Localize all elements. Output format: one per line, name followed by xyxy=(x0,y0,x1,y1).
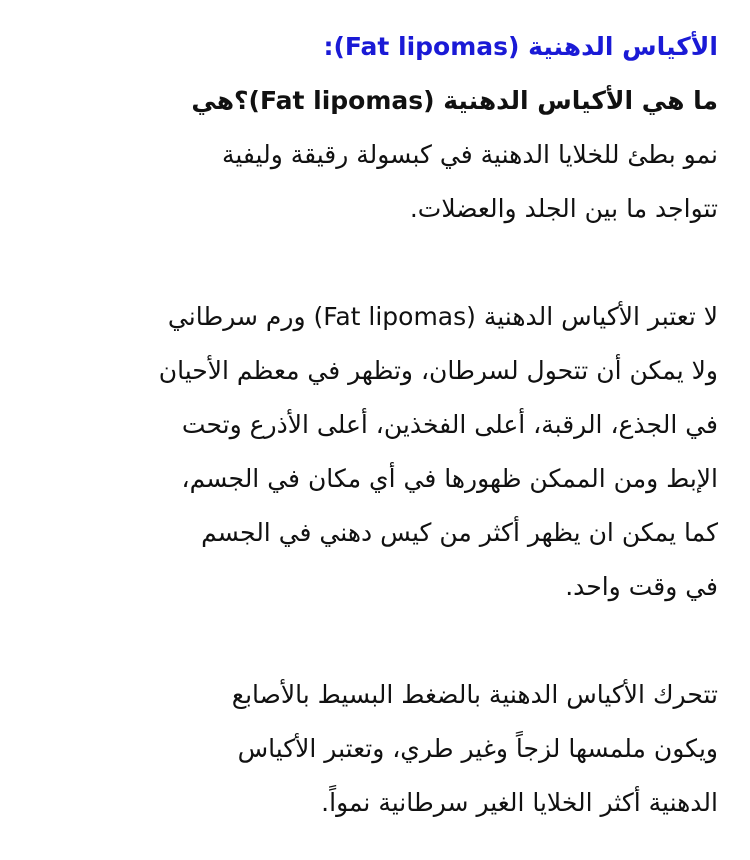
paragraph-line: ويكون ملمسها لزجاً وغير طري، وتعتبر الأكياس xyxy=(237,734,718,763)
article xyxy=(28,20,718,830)
section-heading: الأكياس الدهنية (Fat lipomas): xyxy=(323,32,718,61)
paragraph-texture xyxy=(28,668,718,830)
paragraph-spacer xyxy=(28,236,718,290)
paragraph-line: تتواجد ما بين الجلد والعضلات. xyxy=(409,194,718,223)
question-heading: ما هي الأكياس الدهنية (Fat lipomas)؟هي xyxy=(191,86,718,115)
paragraph-line: لا تعتبر الأكياس الدهنية (Fat lipomas) ورم سرطاني xyxy=(167,302,718,331)
paragraph-line: تتحرك الأكياس الدهنية بالضغط البسيط بالأصابع xyxy=(231,680,718,709)
paragraph-line: الدهنية أكثر الخلايا الغير سرطانية نمواً. xyxy=(321,788,718,817)
paragraph-locations xyxy=(28,290,718,614)
paragraph-line: ولا يمكن أن تتحول لسرطان، وتظهر في معظم الأحيان xyxy=(158,356,718,385)
paragraph-line: في وقت واحد. xyxy=(565,572,718,601)
paragraph-line: الإبط ومن الممكن ظهورها في أي مكان في الجسم، xyxy=(181,464,718,493)
paragraph-line: نمو بطئ للخلايا الدهنية في كبسولة رقيقة وليفية xyxy=(221,140,718,169)
paragraph-spacer xyxy=(28,614,718,668)
paragraph-definition xyxy=(28,128,718,236)
paragraph-line: في الجذع، الرقبة، أعلى الفخذين، أعلى الأذرع وتحت xyxy=(181,410,718,439)
paragraph-line: كما يمكن ان يظهر أكثر من كيس دهني في الجسم xyxy=(201,518,718,547)
